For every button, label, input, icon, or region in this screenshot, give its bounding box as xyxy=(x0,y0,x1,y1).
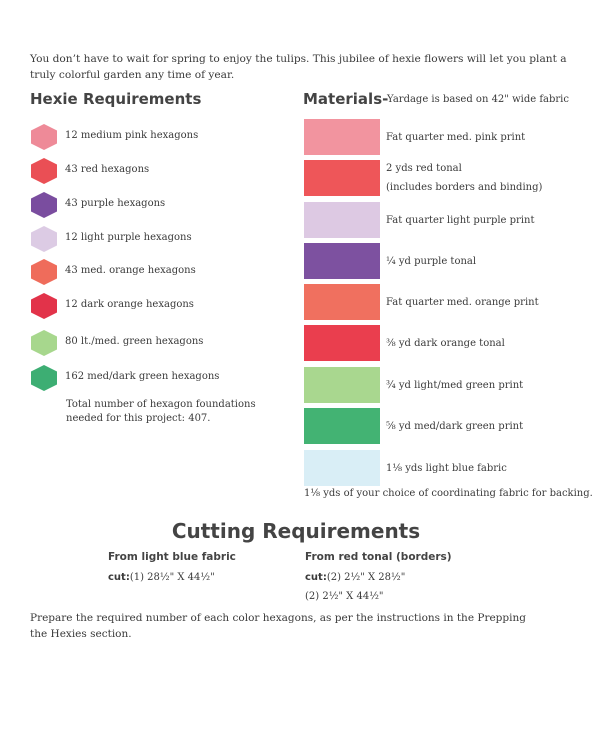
material-item-label: Fat quarter med. orange print xyxy=(386,297,539,308)
backing-note: 1⅛ yds of your choice of coordinating fabric for backing. xyxy=(304,488,593,499)
hexie-requirements-heading: Hexie Requirements xyxy=(30,90,202,108)
cut-right-line-2: (2) 2½" X 44½" xyxy=(305,591,384,602)
cutting-requirements-heading: Cutting Requirements xyxy=(171,519,421,543)
cut-left-line xyxy=(108,572,215,583)
fabric-swatch xyxy=(304,325,380,361)
material-item-label: ⅜ yd dark orange tonal xyxy=(386,338,505,349)
hexie-item-label: 80 lt./med. green hexagons xyxy=(65,336,204,347)
hexagon-swatch-icon xyxy=(31,259,57,285)
materials-heading: Materials- xyxy=(303,90,389,108)
hexie-item-label: 12 dark orange hexagons xyxy=(65,299,194,310)
material-item-label: ¼ yd purple tonal xyxy=(386,256,477,267)
hexagon-swatch-icon xyxy=(31,192,57,218)
hexie-item-label: 12 light purple hexagons xyxy=(65,232,192,243)
hexagon-swatch-icon xyxy=(31,293,57,319)
fabric-swatch xyxy=(304,160,380,196)
hexie-item-label: 43 med. orange hexagons xyxy=(65,265,196,276)
materials-note: Yardage is based on 42" wide fabric xyxy=(387,94,569,105)
hexie-total-note: Total number of hexagon foundations needed for this project: 407. xyxy=(66,399,256,424)
cut-right-text: (2) 2½" X 28½" xyxy=(326,572,406,583)
material-item-label: ⅝ yd med/dark green print xyxy=(386,421,524,432)
hexie-item-label: 43 purple hexagons xyxy=(65,198,166,209)
fabric-swatch xyxy=(304,450,380,486)
fabric-swatch xyxy=(304,408,380,444)
hexagon-swatch-icon xyxy=(31,365,57,391)
material-item-label: 2 yds red tonal xyxy=(386,163,462,174)
hexagon-swatch-icon xyxy=(31,226,57,252)
material-item-label: Fat quarter light purple print xyxy=(386,215,535,226)
fabric-swatch xyxy=(304,119,380,155)
cut-left-label: cut: xyxy=(108,572,130,583)
hexie-item-label: 162 med/dark green hexagons xyxy=(65,371,220,382)
fabric-swatch xyxy=(304,243,380,279)
cut-left-text: (1) 28½" X 44½" xyxy=(129,572,215,583)
outro-paragraph: Prepare the required number of each color hexagons, as per the instructions in the Prepping the Hexies section. xyxy=(30,612,526,640)
hexagon-swatch-icon xyxy=(31,158,57,184)
material-item-label: Fat quarter med. pink print xyxy=(386,132,526,143)
hexagon-swatch-icon xyxy=(31,124,57,150)
cut-right-line xyxy=(305,572,405,583)
fabric-swatch xyxy=(304,202,380,238)
cut-right-heading: From red tonal (borders) xyxy=(305,551,452,563)
cut-left-heading: From light blue fabric xyxy=(108,551,236,563)
cut-right-label: cut: xyxy=(305,572,327,583)
hexie-item-label: 12 medium pink hexagons xyxy=(65,130,199,141)
material-item-label: 1⅛ yds light blue fabric xyxy=(386,463,507,474)
fabric-swatch xyxy=(304,284,380,320)
intro-paragraph: You don’t have to wait for spring to enjoy the tulips. This jubilee of hexie flowers will let you plant a truly colorful garden any time of year. xyxy=(30,53,567,81)
material-item-label: (includes borders and binding) xyxy=(386,182,543,193)
hexie-item-label: 43 red hexagons xyxy=(65,164,150,175)
fabric-swatch xyxy=(304,367,380,403)
hexagon-swatch-icon xyxy=(31,330,57,356)
material-item-label: ¾ yd light/med green print xyxy=(386,380,524,391)
